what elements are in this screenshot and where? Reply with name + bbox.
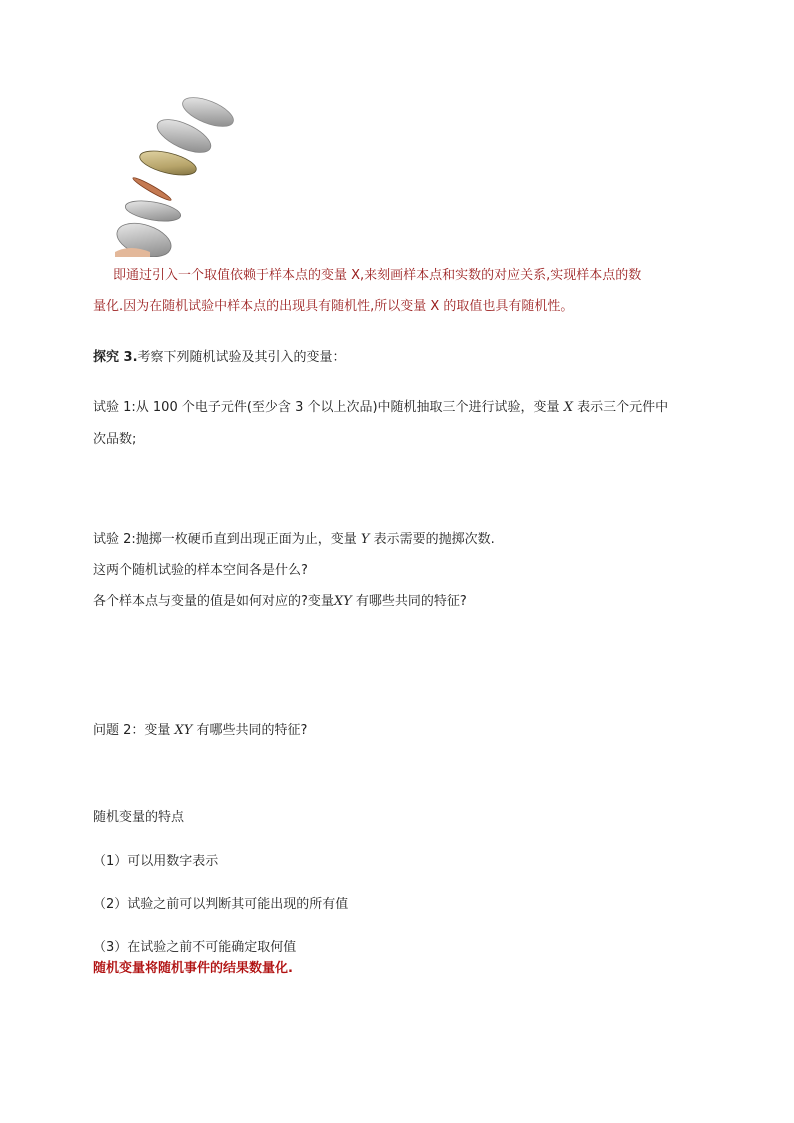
coin [131,175,172,202]
flipping-coins-image [110,92,245,257]
variable-xy: XY [333,594,352,609]
explore-title: 考察下列随机试验及其引入的变量： [137,350,346,365]
exp1-text: 试验 1:从 100 个电子元件(至少含 3 个以上次品)中随机抽取三个进行试验，变量 [93,400,564,415]
question-sample-space: 这两个随机试验的样本空间各是什么? [93,563,308,578]
question-text: 有哪些共同的特征? [351,594,467,609]
problem-text: 问题 2：变量 [93,723,175,738]
exp1-line-2: 次品数; [93,432,137,447]
feature-item-3: （3）在试验之前不可能确定取何值 [93,940,297,955]
variable-y: Y [360,532,370,547]
problem-2 [93,723,307,739]
exp2-text: 表示需要的抛掷次数. [369,532,495,547]
exp2-text: 试验 2:抛掷一枚硬币直到出现正面为止，变量 [93,532,361,547]
question-correspond [93,594,467,610]
explore-heading [93,350,346,366]
coin [124,197,182,224]
problem-text: 有哪些共同的特征? [192,723,308,738]
variable-x: X [563,400,573,415]
exp2-line [93,532,495,548]
intro-line-2: 量化.因为在随机试验中样本点的出现具有随机性,所以变量 X 的取值也具有随机性。 [93,299,574,314]
explore-label: 探究 3. [93,350,138,365]
variable-xy: XY [174,723,193,738]
intro-line-1: 即通过引入一个取值依赖于样本点的变量 X,来刻画样本点和实数的对应关系,实现样本点的数 [113,268,642,283]
feature-item-2: （2）试验之前可以判断其可能出现的所有值 [93,897,349,912]
feature-item-1: （1）可以用数字表示 [93,854,219,869]
features-title: 随机变量的特点 [93,810,185,825]
conclusion: 随机变量将随机事件的结果数量化. [93,961,293,976]
exp1-text: 表示三个元件中 [572,400,669,415]
question-text: 各个样本点与变量的值是如何对应的?变量 [93,594,334,609]
coin [137,146,198,179]
exp1-line-1 [93,400,668,416]
